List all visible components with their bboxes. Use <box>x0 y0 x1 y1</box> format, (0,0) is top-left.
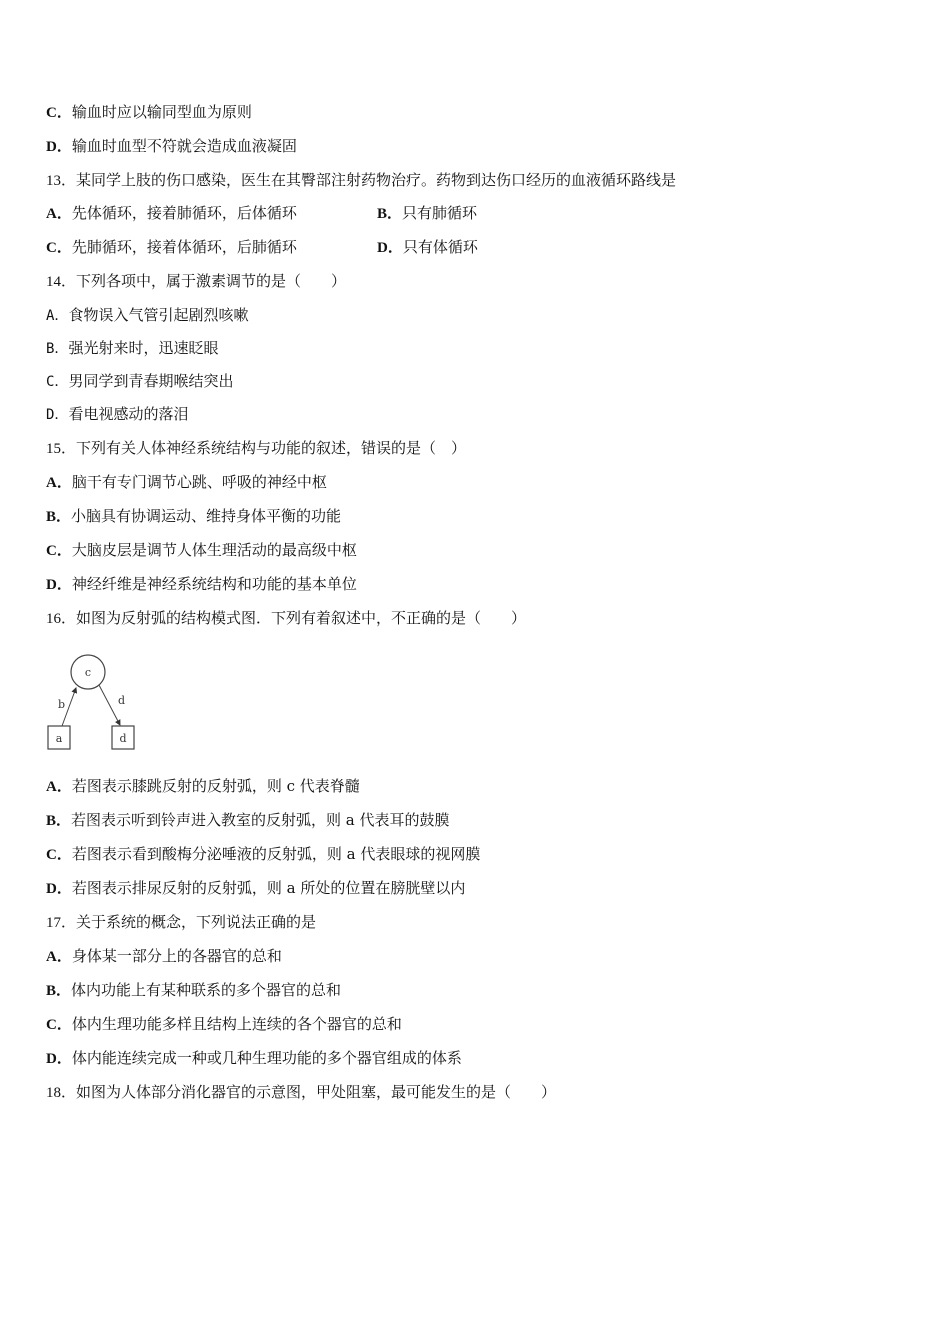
option-text: 身体某一部分上的各器官的总和 <box>71 947 282 965</box>
q15-option-b <box>46 506 341 527</box>
option-text: 体内功能上有某种联系的多个器官的总和 <box>71 981 342 999</box>
option-text: 小脑具有协调运动、维持身体平衡的功能 <box>71 507 342 525</box>
question-number: 14． <box>46 274 77 290</box>
q14-stem <box>46 271 346 292</box>
arrow-d-label: d <box>118 694 126 707</box>
option-label: D． <box>46 577 72 593</box>
q12-option-d <box>46 136 297 157</box>
option-label: D． <box>46 139 72 155</box>
q15-option-a <box>46 472 327 493</box>
option-text: 脑干有专门调节心跳、呼吸的神经中枢 <box>71 473 327 491</box>
q15-option-c <box>46 540 357 561</box>
option-text: 若图表示看到酸梅分泌唾液的反射弧，则 a 代表眼球的视网膜 <box>71 845 481 863</box>
option-text: 男同学到青春期喉结突出 <box>68 372 234 390</box>
q14-option-c <box>46 371 233 392</box>
q13-option-b <box>377 203 477 224</box>
q12-option-c <box>46 102 252 123</box>
option-text: 输血时血型不符就会造成血液凝固 <box>71 137 297 155</box>
question-text: 如图为人体部分消化器官的示意图，甲处阻塞，最可能发生的是（ ） <box>76 1083 557 1101</box>
q14-option-a <box>46 305 248 326</box>
option-text: 先体循环，接着肺循环，后体循环 <box>71 204 297 222</box>
option-label: C． <box>46 240 72 256</box>
option-label: A． <box>46 475 72 491</box>
option-text: 只有体循环 <box>402 238 478 256</box>
option-label: A． <box>46 779 72 795</box>
option-label: C． <box>46 543 72 559</box>
q16-option-d <box>46 878 465 899</box>
option-label: B． <box>46 983 72 999</box>
option-text: 若图表示膝跳反射的反射弧，则 c 代表脊髓 <box>71 777 360 795</box>
node-a-label: a <box>55 732 63 745</box>
question-text: 某同学上肢的伤口感染，医生在其臀部注射药物治疗。药物到达伤口经历的血液循环路线是 <box>76 171 677 189</box>
option-text: 若图表示排尿反射的反射弧，则 a 所处的位置在膀胱壁以内 <box>71 879 466 897</box>
option-text: 体内生理功能多样且结构上连续的各个器官的总和 <box>71 1015 402 1033</box>
option-text: 只有肺循环 <box>402 204 478 222</box>
option-label: A． <box>46 308 69 324</box>
option-label: B． <box>377 206 403 222</box>
arrow-d <box>99 685 120 725</box>
q16-option-c <box>46 844 480 865</box>
option-label: B． <box>46 341 69 357</box>
option-label: B． <box>46 509 72 525</box>
q17-option-b <box>46 980 341 1001</box>
q17-option-a <box>46 946 282 967</box>
option-label: C． <box>46 374 69 390</box>
option-label: D． <box>377 240 403 256</box>
option-text: 神经纤维是神经系统结构和功能的基本单位 <box>71 575 357 593</box>
option-label: C． <box>46 105 72 121</box>
q13-options-row-1 <box>46 203 746 224</box>
q13-options-row-2 <box>46 237 746 258</box>
q16-option-a <box>46 776 360 797</box>
option-text: 先肺循环，接着体循环，后肺循环 <box>71 238 297 256</box>
q13-option-c <box>46 238 297 256</box>
reflex-arc-diagram <box>44 648 144 756</box>
option-label: D． <box>46 881 72 897</box>
option-label: C． <box>46 1017 72 1033</box>
question-text: 下列有关人体神经系统结构与功能的叙述，错误的是（ ） <box>76 439 467 457</box>
q14-option-d <box>46 404 188 425</box>
option-label: A． <box>46 949 72 965</box>
question-text: 下列各项中，属于激素调节的是（ ） <box>76 272 347 290</box>
q15-stem <box>46 438 466 459</box>
option-text: 强光射来时，迅速眨眼 <box>68 339 219 357</box>
option-label: C． <box>46 847 72 863</box>
q13-option-a <box>46 204 297 222</box>
q15-option-d <box>46 574 357 595</box>
q16-stem <box>46 608 526 629</box>
q13-stem <box>46 170 676 191</box>
question-text: 关于系统的概念，下列说法正确的是 <box>76 913 317 931</box>
option-label: D． <box>46 407 69 423</box>
q18-stem <box>46 1082 556 1103</box>
option-label: B． <box>46 813 72 829</box>
option-label: D． <box>46 1051 72 1067</box>
option-label: A． <box>46 206 72 222</box>
q17-option-c <box>46 1014 402 1035</box>
option-text: 体内能连续完成一种或几种生理功能的多个器官组成的体系 <box>71 1049 462 1067</box>
question-number: 13． <box>46 173 77 189</box>
q16-option-b <box>46 810 450 831</box>
option-text: 看电视感动的落泪 <box>68 405 189 423</box>
option-text: 食物误入气管引起剧烈咳嗽 <box>68 306 249 324</box>
question-number: 16． <box>46 611 77 627</box>
question-number: 17． <box>46 915 77 931</box>
question-number: 15． <box>46 441 77 457</box>
arrow-b-label: b <box>58 698 66 711</box>
option-text: 若图表示听到铃声进入教室的反射弧，则 a 代表耳的鼓膜 <box>71 811 450 829</box>
option-text: 大脑皮层是调节人体生理活动的最高级中枢 <box>71 541 357 559</box>
question-number: 18． <box>46 1085 77 1101</box>
q13-option-d <box>377 237 478 258</box>
node-c-label: c <box>84 666 92 679</box>
node-d-box-label: d <box>119 732 127 745</box>
option-text: 输血时应以输同型血为原则 <box>71 103 252 121</box>
question-text: 如图为反射弧的结构模式图．下列有着叙述中，不正确的是（ ） <box>76 609 527 627</box>
q17-option-d <box>46 1048 462 1069</box>
q14-option-b <box>46 338 218 359</box>
q17-stem <box>46 912 316 933</box>
